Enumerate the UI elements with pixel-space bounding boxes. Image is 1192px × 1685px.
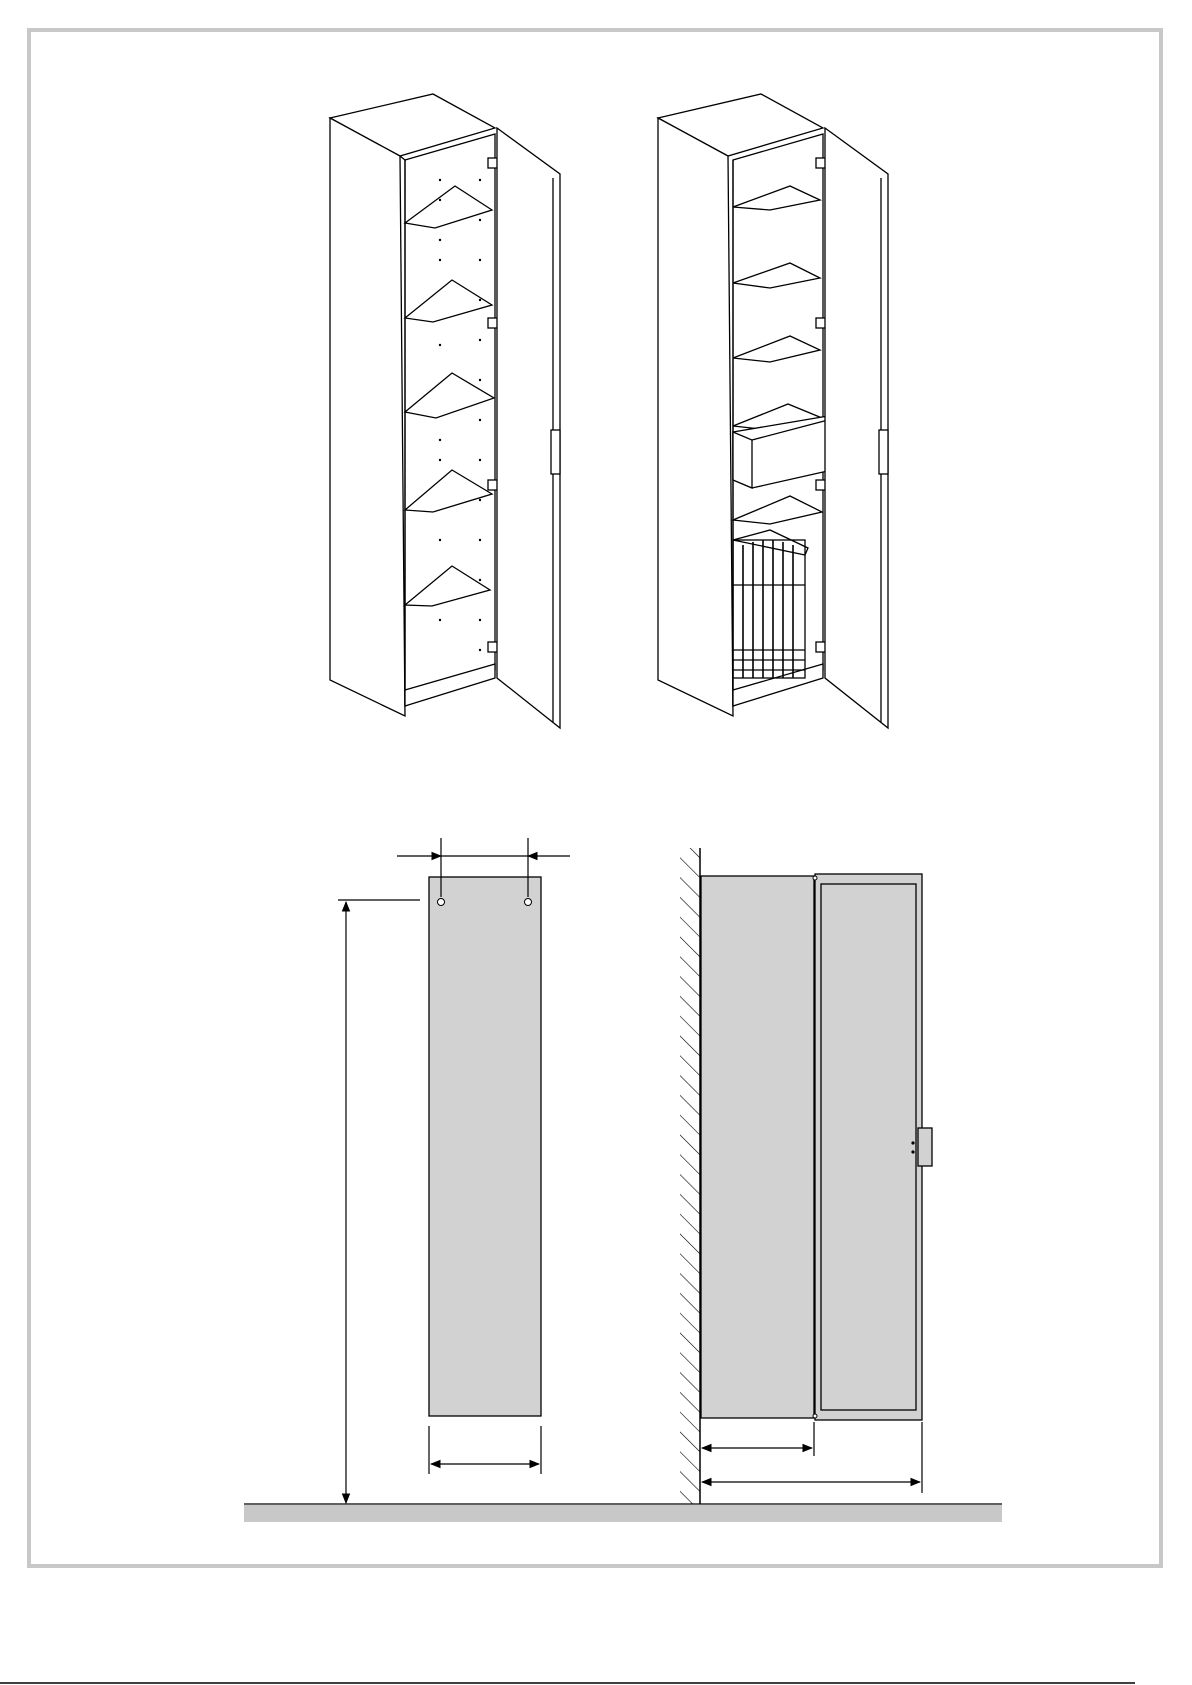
cabinet-body-side (701, 876, 814, 1418)
cabinet-side (658, 118, 733, 716)
door-handle (551, 430, 560, 474)
door-handle (879, 430, 888, 474)
cabinet-with-shelves (330, 94, 560, 728)
wall-side-view (680, 848, 932, 1504)
cabinet-door (497, 128, 560, 728)
mount-hole-icon (525, 899, 532, 906)
mounting-panel (429, 877, 541, 1416)
mounting-panel-drawing (338, 838, 570, 1503)
cabinet-with-drawer-and-basket (658, 94, 888, 728)
cabinet-door (825, 128, 888, 728)
cabinet-side (330, 118, 405, 716)
page-frame (29, 30, 1161, 1566)
floor-band (244, 1505, 1002, 1522)
door-handle (918, 1128, 932, 1166)
wall-hatching (680, 848, 700, 1504)
mount-hole-icon (438, 899, 445, 906)
